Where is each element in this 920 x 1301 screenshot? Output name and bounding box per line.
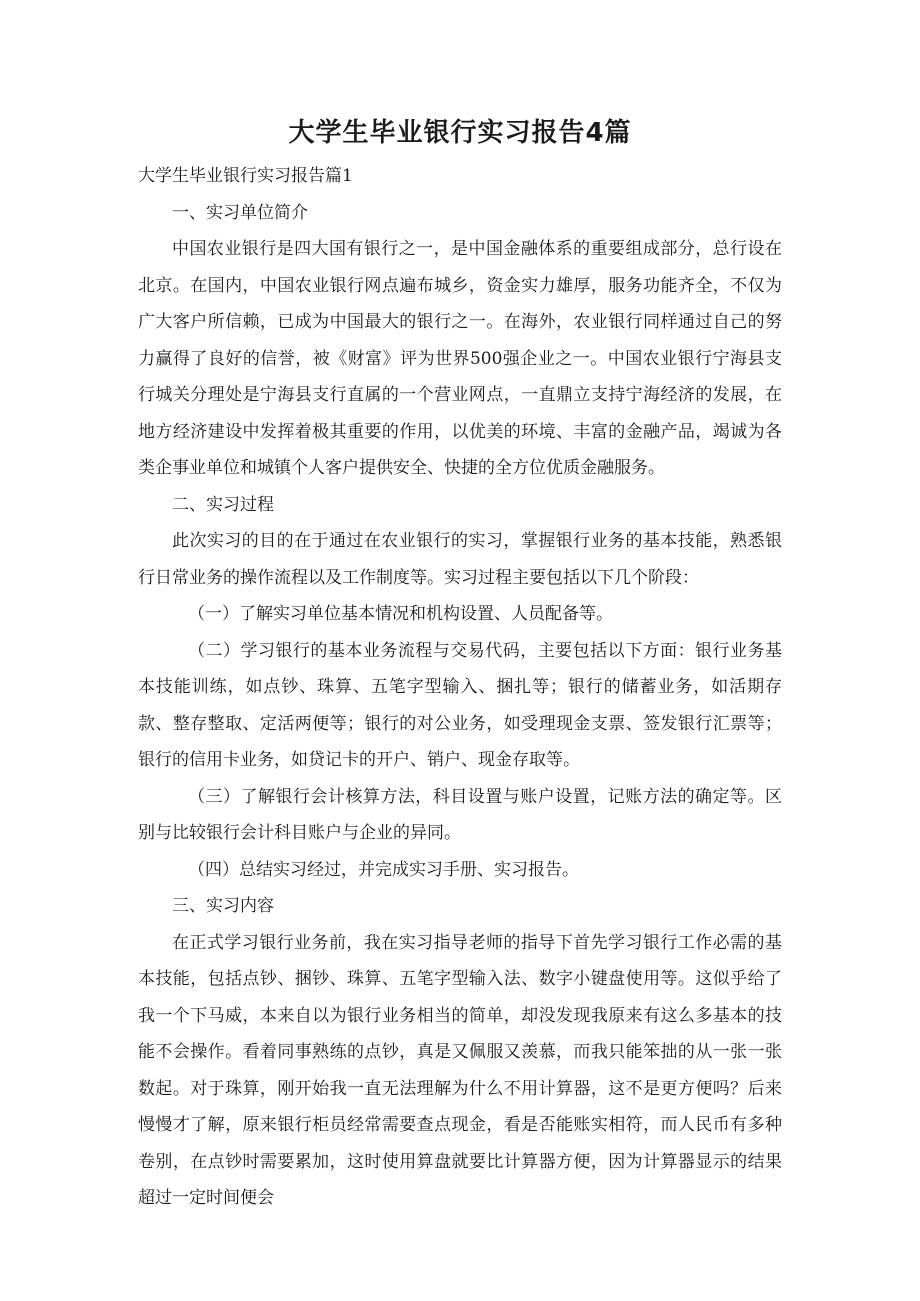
section-heading-1: 一、实习单位简介	[172, 202, 308, 223]
section-heading-2: 二、实习过程	[172, 494, 274, 515]
document-body	[138, 158, 782, 1217]
report-subtitle: 大学生毕业银行实习报告篇1	[138, 166, 353, 186]
process-item-4: （四）总结实习经过，并完成实习手册、实习报告。	[188, 859, 579, 880]
section-paragraph-3: 在正式学习银行业务前，我在实习指导老师的指导下首先学习银行工作必需的基本技能，包括点钞、捆钞、珠算、五笔字型输入法、数字小键盘使用等。这似乎给了我一个下马威，本来自以为银行业务相当的简单，却没发现我原来有这么多基本的技能不会操作。看着同事熟练的点钞，真是又佩服又羡慕，而我只能笨拙的从一张一张数起。对于珠算，刚开始我一直无法理解为什么不用计算器，这不是更方便吗？后来慢慢才了解，原来银行柜员经常需要查点现金，看是否能账实相符，而人民币有多种卷别，在点钞时需要累加，这时使用算盘就要比计算器方便，因为计算器显示的结果超过一定时间便会	[138, 932, 782, 1208]
section-paragraph-2: 此次实习的目的在于通过在农业银行的实习，掌握银行业务的基本技能，熟悉银行日常业务的操作流程以及工作制度等。实习过程主要包括以下几个阶段：	[138, 531, 782, 588]
process-item-2: （二）学习银行的基本业务流程与交易代码，主要包括以下方面：银行业务基本技能训练，如点钞、珠算、五笔字型输入、捆扎等；银行的储蓄业务，如活期存款、整存整取、定活两便等；银行的对公业务，如受理现金支票、签发银行汇票等；银行的信用卡业务，如贷记卡的开户、销户、现金存取等。	[138, 640, 782, 770]
document-title: 大学生毕业银行实习报告4篇	[288, 118, 632, 148]
process-item-1: （一）了解实习单位基本情况和机构设置、人员配备等。	[188, 604, 613, 624]
process-item-3: （三）了解银行会计核算方法，科目设置与账户设置，记账方法的确定等。区别与比较银行会计科目账户与企业的异同。	[138, 786, 782, 843]
section-paragraph-1: 中国农业银行是四大国有银行之一，是中国金融体系的重要组成部分，总行设在北京。在国内，中国农业银行网点遍布城乡，资金实力雄厚，服务功能齐全，不仅为广大客户所信赖，已成为中国最大的银行之一。在海外，农业银行同样通过自己的努力赢得了良好的信誉，被《财富》评为世界500强企业之一。中国农业银行宁海县支行城关分理处是宁海县支行直属的一个营业网点，一直鼎立支持宁海经济的发展，在地方经济建设中发挥着极其重要的作用，以优美的环境、丰富的金融产品，竭诚为各类企事业单位和城镇个人客户提供安全、快捷的全方位优质金融服务。	[138, 239, 782, 478]
section-heading-3: 三、实习内容	[172, 896, 274, 916]
